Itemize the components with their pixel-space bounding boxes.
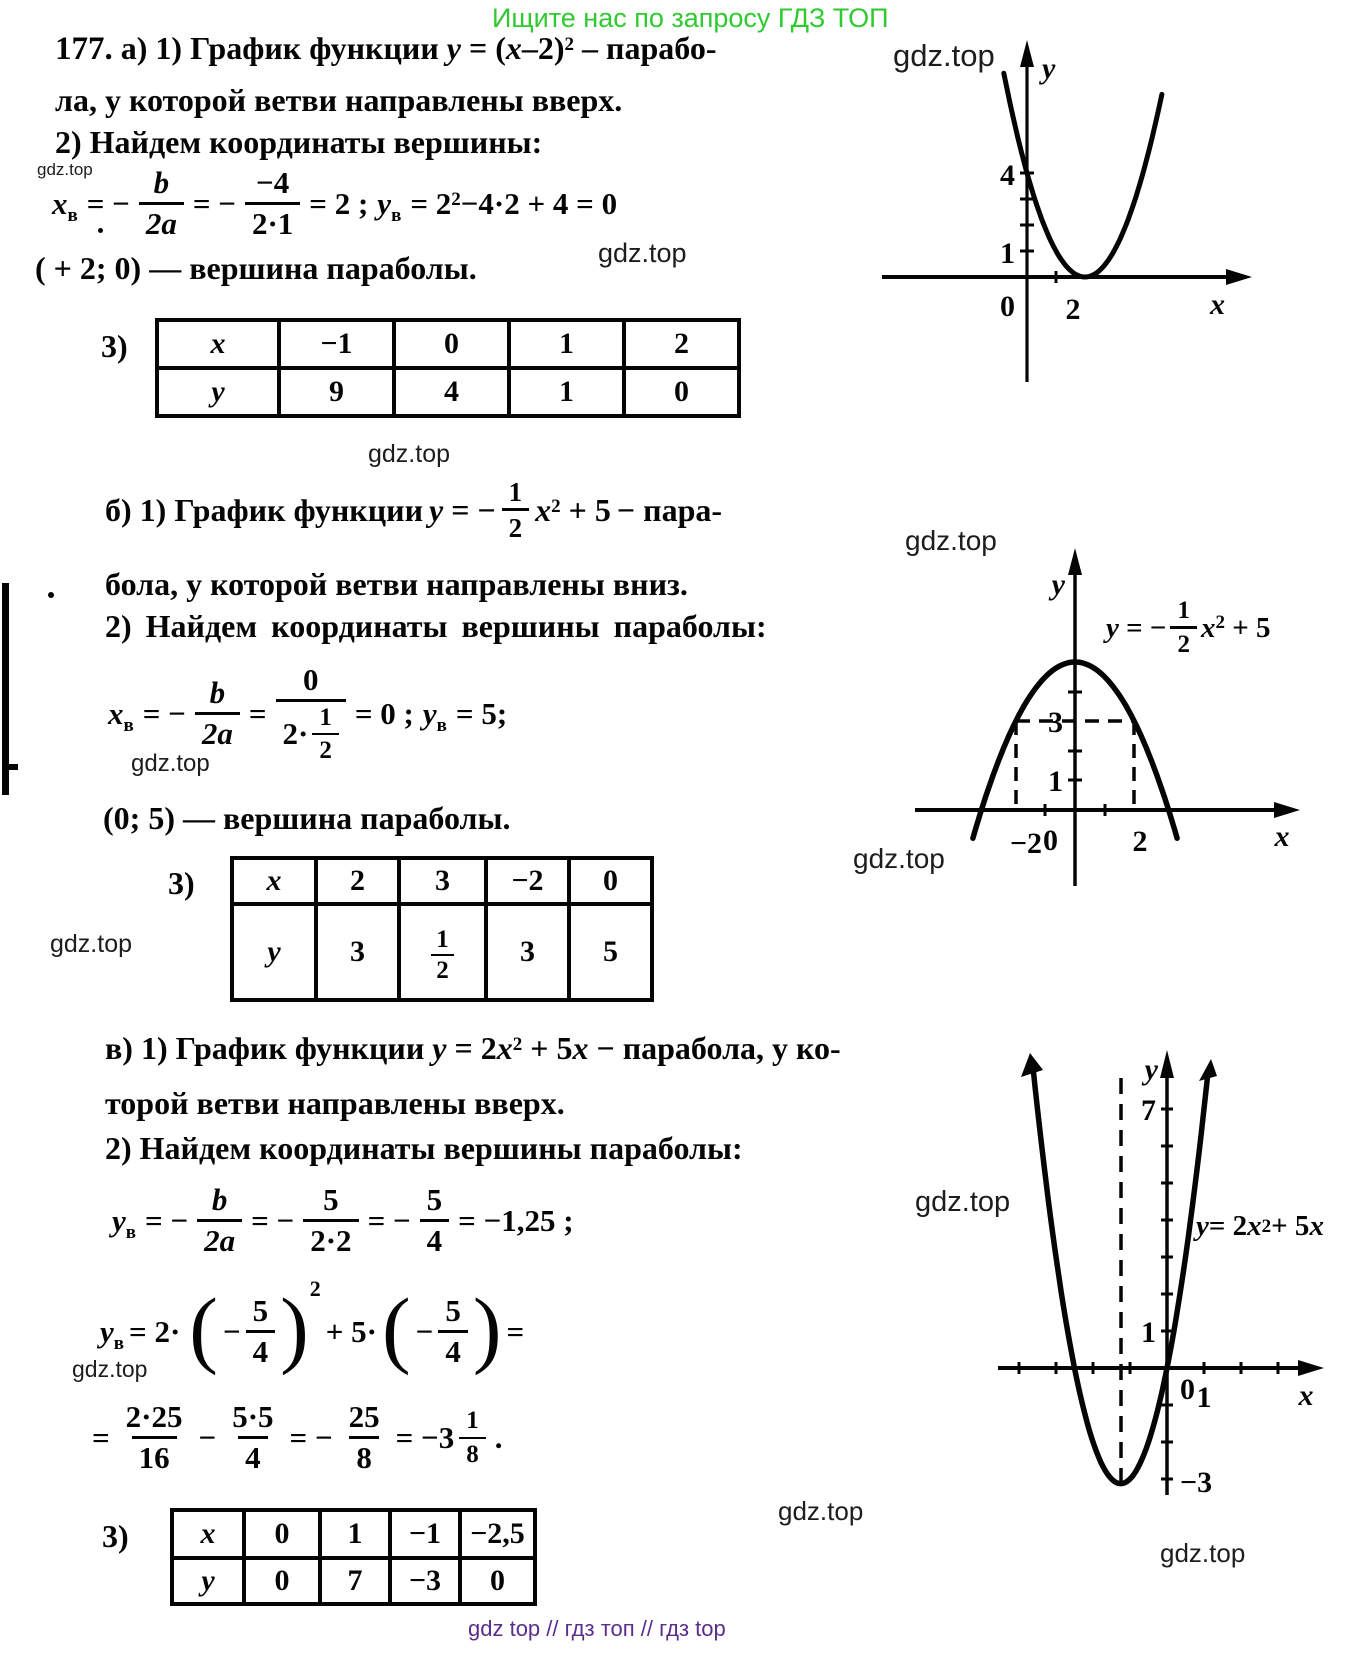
origin-label: 0 bbox=[1180, 1373, 1195, 1406]
graph-parabola-c bbox=[950, 1045, 1360, 1535]
fraction-0-over-2half: 0 2· 1 2 bbox=[276, 664, 346, 764]
table-cell: 0 bbox=[624, 368, 739, 416]
var-y-v: $y_в$ bbox=[377, 186, 402, 226]
table-cell: −2 bbox=[486, 858, 569, 904]
watermark: gdz.top bbox=[37, 160, 93, 179]
table-cell: 5 bbox=[569, 904, 652, 1000]
table-row-x bbox=[157, 320, 739, 368]
graph-b-equation bbox=[1106, 598, 1270, 659]
table-cell: 2 bbox=[316, 858, 399, 904]
problem-number: 177. bbox=[55, 31, 113, 67]
y-tick-label: 1 bbox=[1141, 1316, 1156, 1349]
table-cell: 1 bbox=[509, 368, 624, 416]
table-cell: x bbox=[157, 320, 279, 368]
fraction-5-22: $\frac{5}{2\cdot 2}$ bbox=[303, 1184, 358, 1257]
x-axis-label: x bbox=[1298, 1379, 1314, 1412]
y-tick-label: 7 bbox=[1141, 1094, 1156, 1127]
fraction-5-4: $\frac{5}{4}$ bbox=[246, 1295, 276, 1368]
x-tick-label: 1 bbox=[1196, 1381, 1212, 1414]
table-cell: −3 bbox=[390, 1558, 460, 1604]
watermark: gdz.top bbox=[50, 930, 133, 958]
table-cell: 0 bbox=[569, 858, 652, 904]
table-cell: y bbox=[172, 1558, 244, 1604]
fraction-5-4: $\frac{5}{4}$ bbox=[438, 1295, 468, 1368]
table-cell: 3 bbox=[486, 904, 569, 1000]
x-axis-label: x bbox=[1274, 820, 1290, 853]
fraction-25-8: $\frac{25}{8}$ bbox=[348, 1399, 380, 1475]
value-table-b bbox=[230, 856, 654, 1002]
formula-vertex-c1: $y_в$ = − $\frac{b}{2a}$ = − $\frac{5}{2\cdot 2}$ = − $\frac{5}{4}$ = −1,25 ; bbox=[112, 1182, 574, 1258]
scan-artifact-dash bbox=[3, 764, 18, 770]
table-cell: 9 bbox=[279, 368, 394, 416]
table-c-label: 3) bbox=[102, 1518, 129, 1554]
x-axis-arrow-icon bbox=[1274, 802, 1300, 818]
formula-vertex-b: $x_в$ = − $\frac{b}{2a}$ = 0 2· 1 2 = 0 ; $y_в$ = 5; bbox=[108, 661, 508, 764]
table-b-label: 3) bbox=[168, 865, 195, 901]
eq-b-tail: $x^2 + 5$ bbox=[1200, 611, 1271, 644]
var-y-v: $y_в$ bbox=[112, 1203, 137, 1243]
y-tick-label: −3 bbox=[1180, 1466, 1213, 1499]
fraction-55-4: $\frac{5\cdot 5}{4}$ bbox=[232, 1399, 274, 1475]
denominator-2-times-half: 2· 1 2 bbox=[276, 699, 346, 765]
watermark: gdz.top bbox=[598, 238, 687, 268]
part-a-line2: ла, у которой ветви направлены вверх. bbox=[55, 82, 623, 118]
table-cell: 0 bbox=[244, 1558, 320, 1604]
y-axis-arrow-icon bbox=[1068, 548, 1082, 575]
watermark: gdz.top bbox=[915, 1186, 1011, 1218]
y-axis-arrow-icon bbox=[1160, 1050, 1174, 1078]
left-paren: ( bbox=[189, 1280, 218, 1376]
y-tick-label: 1 bbox=[1000, 237, 1015, 270]
function-b: y = − bbox=[429, 491, 496, 528]
part-a-vertex-result: ( + 2; 0) — вершина параболы. bbox=[35, 250, 477, 286]
value-table-a bbox=[155, 318, 741, 418]
table-cell: y bbox=[157, 368, 279, 416]
part-b-vertex-result: (0; 5) — вершина параболы. bbox=[103, 800, 511, 836]
y-tick-label: 1 bbox=[1048, 765, 1063, 798]
part-b-line2: бола, у которой ветви направлены вниз. bbox=[105, 566, 688, 602]
formula-vertex-c2: $y_в$ = 2· ( − $\frac{5}{4}$ ) 2 + 5· ( − $\frac{5}{4}$ ) = bbox=[100, 1276, 525, 1376]
table-row-x bbox=[232, 858, 652, 904]
formula-vertex-a: $x_в$ = − $\frac{b}{2a}$ = − $\frac{-4}{2\cdot 1}$ = 2 ; $y_в$ = $2^2-4\cdot 2 + 4 = 0$ bbox=[52, 165, 618, 241]
right-paren: ) bbox=[472, 1280, 502, 1376]
table-cell: 1 bbox=[509, 320, 624, 368]
table-cell: −1 bbox=[390, 1510, 460, 1558]
table-cell: −1 bbox=[279, 320, 394, 368]
watermark: gdz.top bbox=[893, 38, 995, 73]
fraction-b-2a: $\frac{b}{2a}$ bbox=[195, 677, 240, 750]
fraction-b-2a: $\frac{b}{2a}$ bbox=[139, 167, 184, 240]
fraction-one-half: $\frac{1}{2}$ bbox=[1170, 598, 1197, 659]
y-axis-label: y bbox=[1144, 1053, 1158, 1086]
part-c-line3: 2) Найдем координаты вершины параболы: bbox=[105, 1130, 743, 1166]
value-table-c bbox=[170, 1508, 537, 1606]
scan-artifact-dot bbox=[48, 592, 54, 598]
table-cell-fraction: $\frac{1}{2}$ bbox=[399, 904, 486, 1000]
x-tick-label: 2 bbox=[1065, 293, 1081, 326]
y-computation: = $2^2-4\cdot 2 + 4 = 0$ bbox=[410, 186, 618, 221]
eq-b-lhs: y = − bbox=[1106, 611, 1167, 644]
table-cell: 0 bbox=[394, 320, 509, 368]
watermark: gdz.top bbox=[905, 525, 997, 556]
curve-arrow-icon bbox=[1021, 1053, 1043, 1077]
table-a-label: 3) bbox=[101, 328, 128, 364]
watermark: gdz.top bbox=[853, 843, 945, 874]
y-axis-label: y bbox=[1051, 568, 1065, 601]
y-tick-label: 4 bbox=[1000, 159, 1015, 192]
watermark: gdz.top bbox=[131, 750, 210, 777]
table-cell: x bbox=[232, 858, 316, 904]
table-cell: 4 bbox=[394, 368, 509, 416]
y-axis-label: y bbox=[1042, 52, 1056, 85]
watermark: gdz.top bbox=[72, 1356, 148, 1382]
table-row-y bbox=[232, 904, 652, 1000]
fraction-neg4-21: $\frac{-4}{2\cdot 1}$ bbox=[245, 167, 300, 240]
part-a-line3: 2) Найдем координаты вершины: bbox=[55, 124, 543, 160]
fraction-5-4: $\frac{5}{4}$ bbox=[420, 1184, 450, 1257]
origin-label: 0 bbox=[1043, 824, 1058, 857]
table-row-y bbox=[172, 1558, 535, 1604]
var-x-v: $x_в$ bbox=[52, 186, 78, 226]
fraction-b-2a: $\frac{b}{2a}$ bbox=[197, 1184, 242, 1257]
part-c-line2: торой ветви направлены вверх. bbox=[105, 1085, 565, 1121]
table-row-y bbox=[157, 368, 739, 416]
table-cell: 3 bbox=[316, 904, 399, 1000]
table-cell: 2 bbox=[624, 320, 739, 368]
table-row-x bbox=[172, 1510, 535, 1558]
paren-exponent: 2 bbox=[309, 1276, 321, 1301]
footer-links: gdz top // гдз топ // гдз top bbox=[468, 1616, 726, 1641]
table-cell: −2,5 bbox=[460, 1510, 535, 1558]
table-cell: 1 bbox=[320, 1510, 390, 1558]
graph-c-equation: y = 2 x 2 + 5 x bbox=[1196, 1210, 1324, 1242]
fraction-one-half: $\frac{1}{2}$ bbox=[502, 478, 530, 543]
table-cell: 3 bbox=[399, 858, 486, 904]
table-cell: 7 bbox=[320, 1558, 390, 1604]
right-paren: ) bbox=[280, 1280, 309, 1376]
x-axis-arrow-icon bbox=[1298, 1360, 1324, 1376]
fraction-one-half: 1 2 bbox=[312, 705, 339, 765]
part-b-line3: 2) Найдем координаты вершины параболы: bbox=[105, 608, 767, 644]
function-b-tail: $x^2 + 5$ bbox=[535, 491, 611, 528]
origin-label: 0 bbox=[1000, 290, 1015, 323]
table-cell: 0 bbox=[244, 1510, 320, 1558]
watermark: gdz.top bbox=[368, 440, 451, 468]
y-axis-arrow-icon bbox=[1020, 40, 1034, 67]
graph-parabola-b bbox=[900, 540, 1320, 892]
y-tick-label: 3 bbox=[1048, 706, 1063, 739]
var-y-v: $y_в$ bbox=[100, 1314, 125, 1354]
x-tick-label: −2 bbox=[1009, 827, 1043, 860]
left-paren: ( bbox=[382, 1280, 411, 1376]
x-tick-label: 2 bbox=[1132, 825, 1148, 858]
watermark: gdz.top bbox=[1160, 1538, 1246, 1568]
fraction-225-16: $\frac{2\cdot 25}{16}$ bbox=[125, 1399, 183, 1475]
promo-banner: Ищите нас по запросу ГДЗ ТОП bbox=[492, 3, 889, 33]
part-b-line1: б) 1) График функции y = − $\frac{1}{2}$ $x^2 + 5$ − пара- bbox=[105, 476, 723, 543]
var-y-v: $y_в$ bbox=[422, 696, 447, 736]
part-c-line1: в) 1) График функции $y = 2x^2 + 5x$ − парабола, у ко- bbox=[105, 1030, 841, 1066]
fraction-1-8: 1 8 bbox=[459, 1408, 486, 1468]
x-axis-label: x bbox=[1210, 288, 1225, 321]
formula-vertex-c3: = $\frac{2\cdot 25}{16}$ − $\frac{5\cdot 5}{4}$ = − $\frac{25}{8}$ = −3 1 8 . bbox=[92, 1399, 503, 1475]
x-axis-arrow-icon bbox=[1226, 269, 1252, 285]
var-x-v: $x_в$ bbox=[108, 696, 134, 736]
part-a-line1: 177. а) 1) График функции $y = (x-2)^2$ – парабо- bbox=[55, 30, 717, 67]
graph-parabola-a bbox=[860, 30, 1260, 390]
table-cell: x bbox=[172, 1510, 244, 1558]
table-cell: y bbox=[232, 904, 316, 1000]
table-cell: 0 bbox=[460, 1558, 535, 1604]
curve-arrow-icon bbox=[1199, 1059, 1217, 1081]
watermark: gdz.top bbox=[778, 1496, 864, 1526]
